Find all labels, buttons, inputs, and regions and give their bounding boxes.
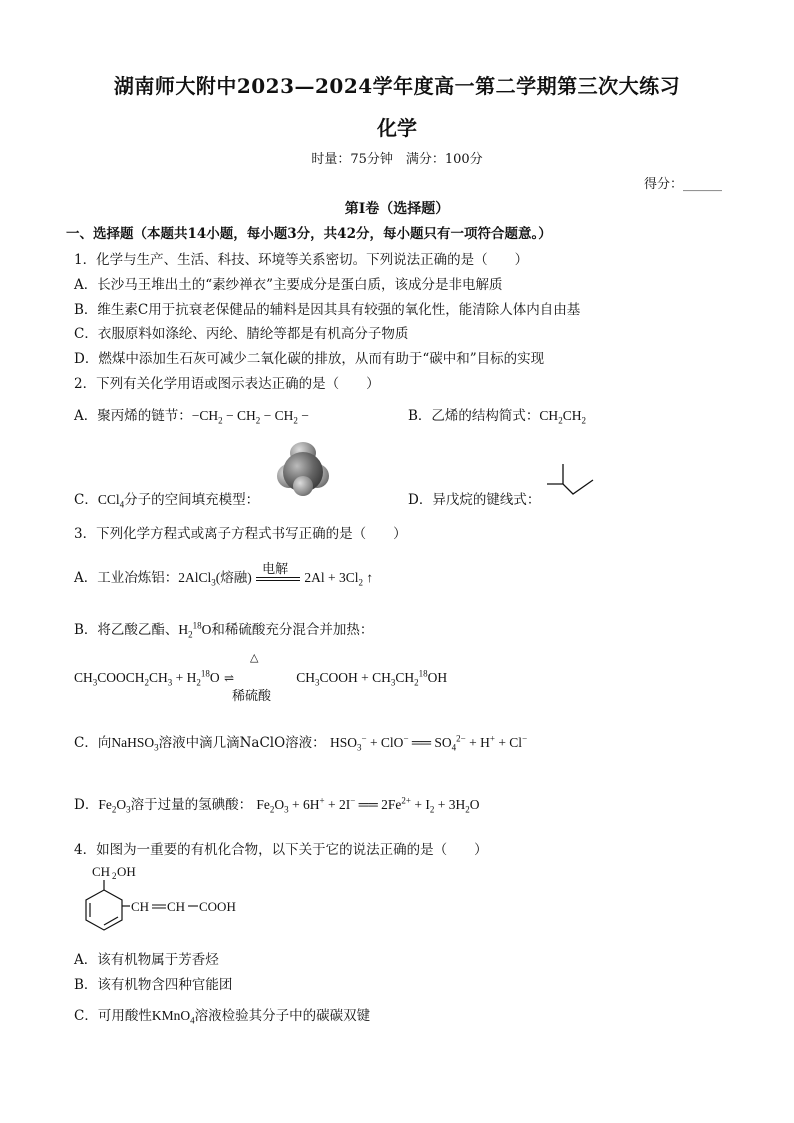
q3-option-b: B．将乙酸乙酯、$H_2^{18}O$和稀硫酸充分混合并加热：	[74, 620, 374, 640]
polypropylene-formula: $-CH_2 - CH_2 - CH_2$ −	[191, 408, 309, 426]
q3-stem: 3．下列化学方程式或离子方程式书写正确的是（ ）	[74, 526, 407, 542]
q1-option-c: C．衣服原料如涤纶、丙纶、腈纶等都是有机高分子物质	[74, 326, 409, 342]
section-title: 第Ⅰ卷（选择题）	[344, 201, 450, 217]
exam-meta: 时量：75分钟 满分：100分	[311, 152, 483, 167]
subject-title: 化学	[377, 116, 417, 140]
svg-text:COOH: COOH	[199, 899, 236, 914]
svg-text:CH: CH	[131, 899, 150, 914]
q3-option-c: C．向NaHSO$_3$溶液中滴几滴NaClO溶液： $HSO_3^- + ClO^-$ ══ $SO_4^{2-} + H^+ + Cl^-$	[74, 733, 528, 753]
q4-stem: 4．如图为一重要的有机化合物，以下关于它的说法正确的是（ ）	[74, 842, 488, 858]
q2-stem: 2．下列有关化学用语或图示表达正确的是（ ）	[74, 376, 380, 392]
q2-option-d: D．异戊烷的键线式：	[408, 492, 541, 508]
q2-option-c: C．CCl$_4$分子的空间填充模型：	[74, 492, 260, 510]
q4-option-a: A．该有机物属于芳香烃	[74, 952, 219, 968]
exam-title: 湖南师大附中2023—2024学年度高一第二学期第三次大练习	[113, 74, 681, 98]
svg-text:OH: OH	[117, 864, 136, 879]
ccl4-space-filling-model	[275, 442, 331, 498]
q1-option-b: B．维生素C用于抗衰老保健品的辅料是因其具有较强的氧化性，能清除人体内自由基	[74, 302, 581, 318]
q2-option-b: B．乙烯的结构简式：$CH_2CH_2$	[408, 408, 586, 426]
q4-option-b: B．该有机物含四种官能团	[74, 977, 233, 993]
q1-option-a: A．长沙马王堆出土的“素纱禅衣”主要成分是蛋白质，该成分是非电解质	[74, 277, 503, 293]
q1-option-d: D．燃煤中添加生石灰可减少二氧化碳的排放，从而有助于“碳中和”目标的实现	[74, 351, 545, 367]
q3-option-d: D．$Fe_2O_3$溶于过量的氢碘酸： $Fe_2O_3 + 6H^+ + 2I^-$ ══ $2Fe^{2+} + I_2 + 3H_2O$	[74, 795, 480, 815]
cinnamic-alcohol-acid-structure	[74, 860, 244, 940]
svg-text:2: 2	[112, 871, 117, 881]
svg-text:CH: CH	[92, 864, 111, 879]
q4-option-c: C．可用酸性KMnO$_4$溶液检验其分子中的碳碳双键	[74, 1008, 371, 1026]
q3-option-b-equation: $CH_3COOCH_2CH_3 + H_2^{18}O$ △ ⇌ 稀硫酸 $CH_3COOH + CH_3CH_2^{18}OH$	[74, 651, 448, 704]
section-instructions: 一、选择题（本题共14小题，每小题3分，共42分，每小题只有一项符合题意。）	[66, 226, 552, 242]
score-field: 得分：______	[643, 177, 722, 192]
ethylene-formula: $CH_2CH_2$	[539, 408, 586, 426]
isopentane-skeletal-structure	[545, 460, 597, 500]
q1-stem: 1．化学与生产、生活、科技、环境等关系密切。下列说法正确的是（ ）	[74, 252, 529, 268]
svg-text:CH: CH	[167, 899, 186, 914]
q3-option-a: A．工业冶炼铝：2AlCl$_3$(熔融) 电解 $2Al + 3Cl_2$ ↑	[74, 561, 374, 588]
q2-option-a: A．聚丙烯的链节：$-CH_2 - CH_2 - CH_2$ −	[74, 408, 309, 426]
